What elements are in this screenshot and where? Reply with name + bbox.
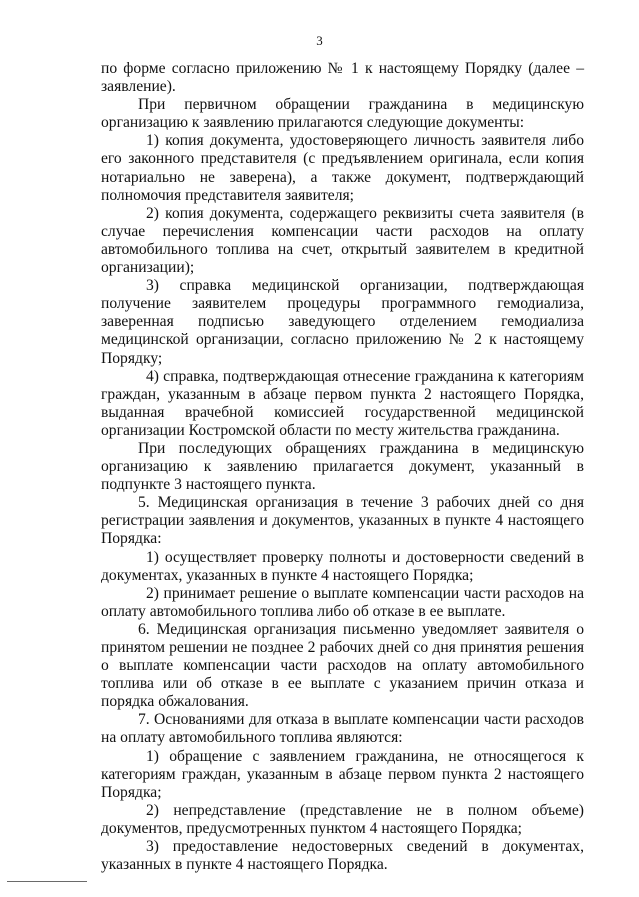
- list-item-medical-certificate: 3) справка медицинской организации, подтверждающая получение заявителем процедуры программного гемодиализа, заверенная подписью заведующего отделением гемодиализа медицинской организации, согласно приложению № 2 к настоящему Порядку;: [101, 277, 584, 367]
- paragraph-point-5: 5. Медицинская организация в течение 3 рабочих дней со дня регистрации заявления и документов, указанных в пункте 4 настоящего Порядка:: [101, 494, 584, 548]
- paragraph-subsequent-applications: При последующих обращениях гражданина в медицинскую организацию к заявлению прилагается документ, указанный в подпункте 3 настоящего пункта.: [101, 439, 584, 494]
- document-body: [101, 60, 584, 874]
- paragraph-first-application: При первичном обращении гражданина в медицинскую организацию к заявлению прилагаются следующие документы:: [101, 96, 584, 132]
- list-item-refusal-category: 1) обращение с заявлением гражданина, не относящегося к категориям граждан, указанным в абзаце первом пункта 2 настоящего Порядка;: [101, 747, 584, 801]
- list-item-refusal-false-info: 3) предоставление недостоверных сведений в документах, указанных в пункте 4 настоящего Порядка.: [101, 838, 584, 874]
- list-item-decision: 2) принимает решение о выплате компенсации части расходов на оплату автомобильного топлива либо об отказе в ее выплате.: [101, 584, 584, 620]
- list-item-refusal-incomplete: 2) непредставление (представление не в полном объеме) документов, предусмотренных пунктом 4 настоящего Порядка;: [101, 801, 584, 837]
- paragraph-point-6: 6. Медицинская организация письменно уведомляет заявителя о принятом решении не позднее 2 рабочих дней со дня принятия решения о выплате компенсации части расходов на оплату автомобильного топлива или об отказе в ее выплате с указанием причин отказа и порядка обжалования.: [101, 620, 584, 711]
- list-item-category-certificate: 4) справка, подтверждающая отнесение гражданина к категориям граждан, указанным в абзаце первом пункта 2 настоящего Порядка, выданная врачебной комиссией государственной медицинской организации Костромской области по месту жительства гражданина.: [101, 367, 584, 439]
- footer-divider: [7, 881, 87, 882]
- page-number: 3: [316, 33, 323, 48]
- list-item-verification: 1) осуществляет проверку полноты и достоверности сведений в документах, указанных в пункте 4 настоящего Порядка;: [101, 548, 584, 584]
- list-item-account-details: 2) копия документа, содержащего реквизиты счета заявителя (в случае перечисления компенсации части расходов на оплату автомобильного топлива на счет, открытый заявителем в кредитной организации);: [101, 204, 584, 277]
- paragraph-point-7: 7. Основаниями для отказа в выплате компенсации части расходов на оплату автомобильного топлива являются:: [101, 711, 584, 747]
- paragraph-continuation: по форме согласно приложению № 1 к настоящему Порядку (далее – заявление).: [101, 60, 584, 96]
- list-item-identity-copy: 1) копия документа, удостоверяющего личность заявителя либо его законного представителя (с предъявлением оригинала, если копия нотариально не заверена), а также документ, подтверждающий полномочия представителя заявителя;: [101, 132, 584, 204]
